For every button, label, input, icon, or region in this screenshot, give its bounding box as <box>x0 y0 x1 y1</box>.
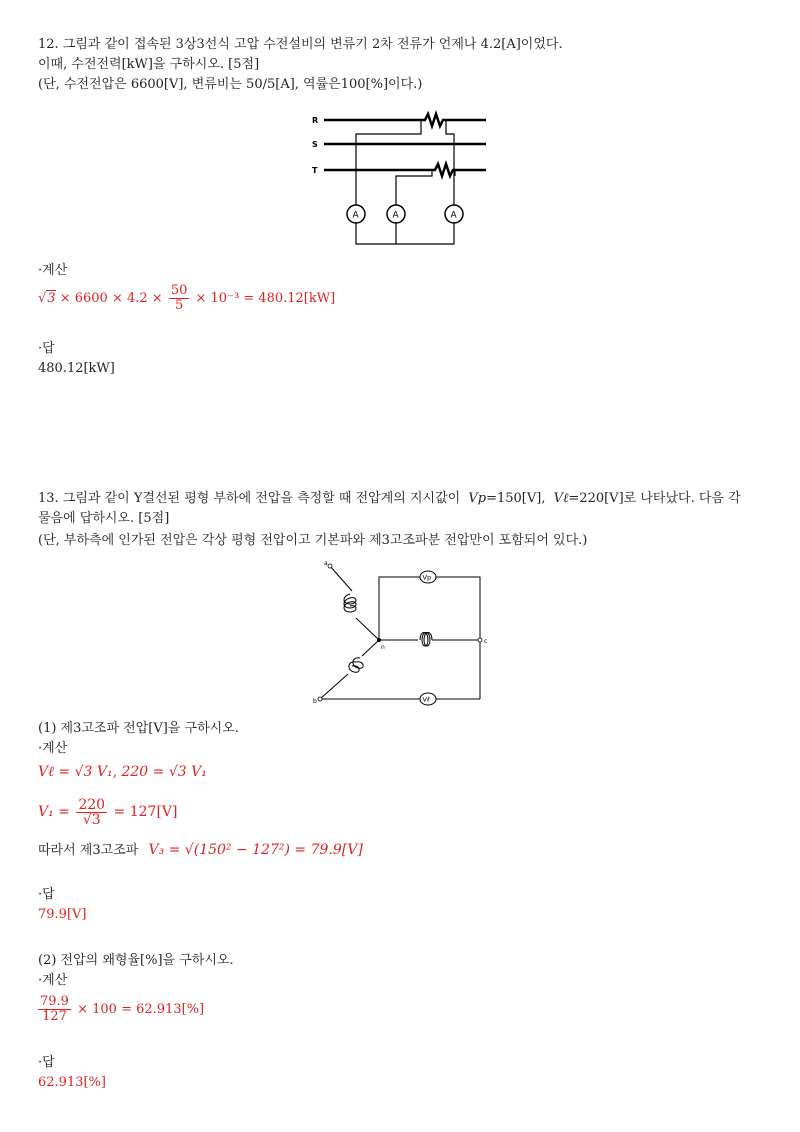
ammeter-2 <box>387 205 405 223</box>
q13-p1-answer: 79.9[V] <box>38 907 87 922</box>
q13-p1-title: (1) 제3고조파 전압[V]을 구하시오. <box>38 721 239 736</box>
bus-lines <box>324 114 486 176</box>
terminal-a: a <box>324 560 328 567</box>
svg-text:A: A <box>450 210 457 221</box>
phase-label-s: S <box>312 140 318 149</box>
q12-circuit-diagram <box>300 106 500 251</box>
q12-title: 12. 그림과 같이 접속된 3상3선식 고압 수전설비의 변류기 2차 전류가 언제나 4.2[A]이었다. <box>38 37 563 52</box>
voltmeter-vp <box>420 571 436 583</box>
terminal-c: c <box>484 638 488 645</box>
q13-circuit-diagram <box>300 556 500 706</box>
q13-p2-title: (2) 전압의 왜형율[%]을 구하시오. <box>38 953 234 968</box>
terminal-n: n <box>381 644 385 651</box>
q13-question: 물음에 답하시오. [5점] <box>38 511 170 526</box>
q13-p2-calc-label: ·계산 <box>38 973 68 988</box>
meter-wiring <box>356 120 455 244</box>
q13-condition: (단, 부하측에 인가된 전압은 각상 평형 전압이고 기본파와 제3고조파분 전압만이 포함되어 있다.) <box>38 533 588 548</box>
svg-text:A: A <box>392 210 399 221</box>
voltmeter-vl <box>420 693 436 705</box>
ammeter-1 <box>347 205 365 223</box>
svg-text:A: A <box>352 210 359 221</box>
q13-p2-calc-formula: $\frac{79.9}{127}$ × 100 = 62.913[%] <box>40 994 205 1024</box>
q12-question: 이때, 수전전력[kW]을 구하시오. [5점] <box>38 57 260 72</box>
q13-p1-eq3: 따라서 제3고조파 V₃ = √(150² − 127²) = 79.9[V] <box>38 842 363 858</box>
terminal-b: b <box>313 698 317 705</box>
phase-label-r: R <box>312 116 319 125</box>
q12-answer: 480.12[kW] <box>38 361 115 376</box>
q13-p2-answer: 62.913[%] <box>38 1075 106 1090</box>
q13-title: 13. 그림과 같이 Y결선된 평형 부하에 전압을 측정할 때 전압계의 지시값이 Vp=150[V], Vℓ=220[V]로 나타났다. 다음 각 <box>38 491 741 506</box>
phase-label-t: T <box>312 166 318 175</box>
q12-answer-label: ·답 <box>38 341 55 356</box>
q13-p2-answer-label: ·답 <box>38 1055 55 1070</box>
q12-condition: (단, 수전전압은 6600[V], 변류비는 50/5[A], 역률은100[%]이다.) <box>38 77 423 92</box>
q13-p1-answer-label: ·답 <box>38 887 55 902</box>
svg-text:Vp: Vp <box>422 573 432 582</box>
wye-load <box>320 566 480 699</box>
ammeter-3 <box>445 205 463 223</box>
q13-p1-eq1: Vℓ = √3 V₁, 220 = √3 V₁ <box>38 764 207 780</box>
svg-text:Vℓ: Vℓ <box>422 695 430 704</box>
q12-calc-formula: √3 × 6600 × 4.2 × $\frac{50}{5}$ × 10⁻³ = 480.12[kW] <box>38 283 336 313</box>
q13-p1-eq2: V₁ = $\frac{220}{√3}$ = 127[V] <box>38 796 178 828</box>
q12-calc-label: ·계산 <box>38 263 68 278</box>
q13-p1-calc-label: ·계산 <box>38 741 68 756</box>
